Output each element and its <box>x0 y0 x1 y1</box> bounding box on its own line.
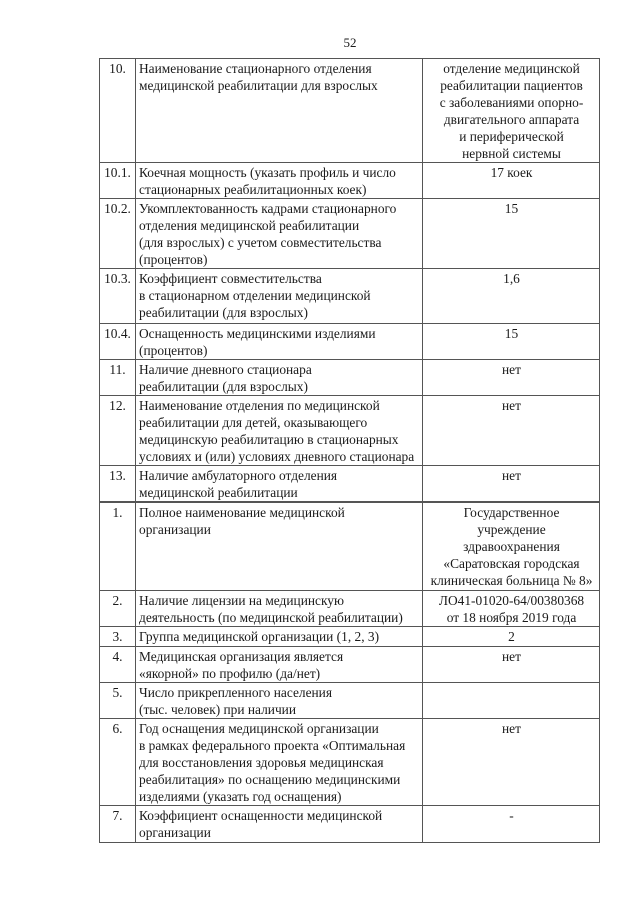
row-value: нет <box>423 396 600 466</box>
table-row <box>100 466 600 502</box>
row-label: Коэффициент совместительства в стационарном отделении медицинской реабилитации (для взрослых) <box>136 269 423 324</box>
table-row <box>100 269 600 324</box>
organization-info-table <box>99 502 600 843</box>
row-number: 4. <box>100 647 136 683</box>
table-row <box>100 647 600 683</box>
row-value: 15 <box>423 324 600 360</box>
row-label: Оснащенность медицинскими изделиями (процентов) <box>136 324 423 360</box>
row-value: нет <box>423 466 600 502</box>
row-label: Наличие дневного стационара реабилитации (для взрослых) <box>136 360 423 396</box>
row-value: 2 <box>423 627 600 647</box>
row-label: Медицинская организация является «якорной» по профилю (да/нет) <box>136 647 423 683</box>
row-label: Коечная мощность (указать профиль и число стационарных реабилитационных коек) <box>136 163 423 199</box>
row-number: 7. <box>100 806 136 843</box>
table-row <box>100 627 600 647</box>
table-row <box>100 324 600 360</box>
row-value: 1,6 <box>423 269 600 324</box>
row-value: отделение медицинской реабилитации пациентов с заболеваниями опорно- двигательного аппарата и периферической нервной системы <box>423 59 600 163</box>
row-value: 17 коек <box>423 163 600 199</box>
row-number: 5. <box>100 683 136 719</box>
row-value: нет <box>423 647 600 683</box>
row-label: Наименование отделения по медицинской реабилитации для детей, оказывающего медицинскую реабилитацию в стационарных условиях и (или) условиях дневного стационара <box>136 396 423 466</box>
page-number: 52 <box>343 35 357 50</box>
table-row <box>100 199 600 269</box>
table-row <box>100 591 600 627</box>
row-number: 10.1. <box>100 163 136 199</box>
row-value: ЛО41-01020-64/00380368 от 18 ноября 2019 года <box>423 591 600 627</box>
row-number: 10.3. <box>100 269 136 324</box>
row-label: Коэффициент оснащенности медицинской организации <box>136 806 423 843</box>
row-value <box>423 683 600 719</box>
row-value: нет <box>423 719 600 806</box>
row-label: Число прикрепленного населения (тыс. человек) при наличии <box>136 683 423 719</box>
row-value: 15 <box>423 199 600 269</box>
row-label: Полное наименование медицинской организации <box>136 503 423 591</box>
table-row <box>100 59 600 163</box>
rehab-department-table <box>99 58 600 502</box>
row-value: Государственное учреждение здравоохранения «Саратовская городская клиническая больница № 8» <box>423 503 600 591</box>
table-row <box>100 683 600 719</box>
row-number: 10. <box>100 59 136 163</box>
row-number: 11. <box>100 360 136 396</box>
table-row <box>100 719 600 806</box>
row-number: 1. <box>100 503 136 591</box>
table-row <box>100 360 600 396</box>
row-value: - <box>423 806 600 843</box>
row-number: 12. <box>100 396 136 466</box>
row-number: 10.2. <box>100 199 136 269</box>
row-label: Наименование стационарного отделения медицинской реабилитации для взрослых <box>136 59 423 163</box>
row-number: 6. <box>100 719 136 806</box>
table-row <box>100 806 600 843</box>
row-label: Год оснащения медицинской организации в рамках федерального проекта «Оптимальная для восстановления здоровья медицинская реабилитация» по оснащению медицинскими изделиями (указать год оснащения) <box>136 719 423 806</box>
row-number: 13. <box>100 466 136 502</box>
row-label: Наличие лицензии на медицинскую деятельность (по медицинской реабилитации) <box>136 591 423 627</box>
row-label: Группа медицинской организации (1, 2, 3) <box>136 627 423 647</box>
row-value: нет <box>423 360 600 396</box>
row-number: 3. <box>100 627 136 647</box>
table-row <box>100 396 600 466</box>
row-label: Укомплектованность кадрами стационарного отделения медицинской реабилитации (для взрослых) с учетом совместительства (процентов) <box>136 199 423 269</box>
row-label: Наличие амбулаторного отделения медицинской реабилитации <box>136 466 423 502</box>
table-row <box>100 503 600 591</box>
table-row <box>100 163 600 199</box>
row-number: 2. <box>100 591 136 627</box>
row-number: 10.4. <box>100 324 136 360</box>
